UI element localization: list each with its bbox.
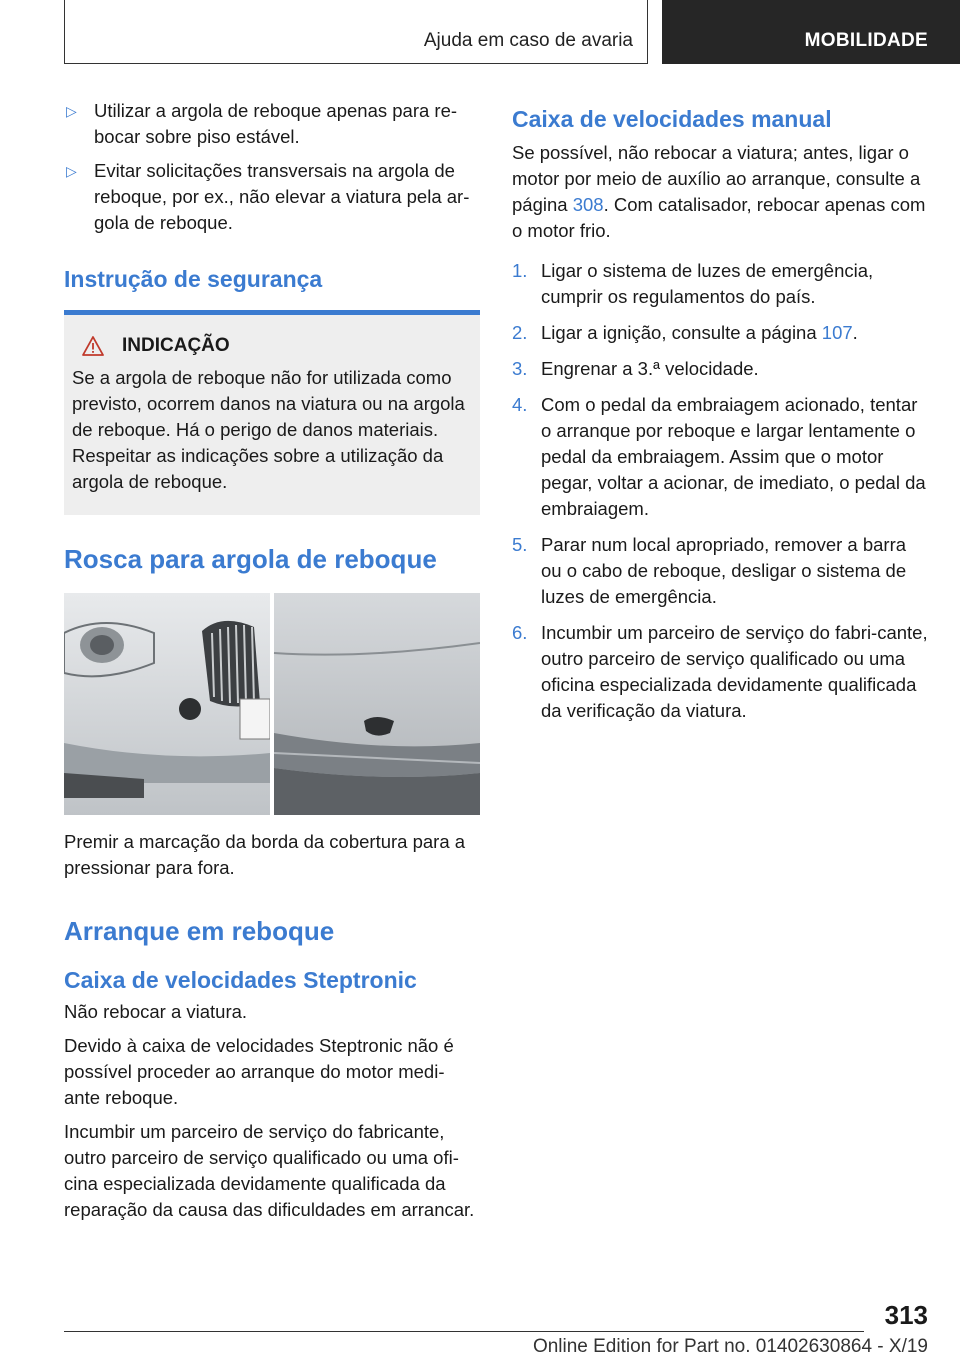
triangle-bullet-icon: ▷ <box>66 103 77 119</box>
step-number: 1. <box>512 260 528 281</box>
right-column <box>512 98 928 734</box>
safety-heading: Instrução de segurança <box>64 266 323 292</box>
step-number: 5. <box>512 534 528 555</box>
step-text-after: . <box>852 322 858 343</box>
page-link[interactable]: 107 <box>821 322 853 343</box>
notice-header <box>82 333 472 359</box>
figure-caption: Premir a marcação da borda da cobertura para a pressionar para fora. <box>64 831 466 878</box>
arranque-heading: Arranque em reboque <box>64 916 335 946</box>
steptronic-heading: Caixa de velocidades Steptronic <box>64 967 417 993</box>
triangle-bullet-icon: ▷ <box>66 163 77 179</box>
list-item <box>512 258 928 310</box>
left-column <box>64 98 480 1231</box>
notice-text: Se a argola de reboque não for utilizada como previsto, ocorrem danos na viatura ou na argola de reboque. Há o perigo de danos materiais. Respeitar as indicações sobre a utilização da argola de reboque. <box>72 367 465 492</box>
step-number: 6. <box>512 622 528 643</box>
list-item <box>512 392 928 522</box>
intro-text: Se possível, não rebocar a viatura; antes, ligar o motor por meio de auxílio ao arranque, consulte a página <box>512 142 921 215</box>
bumper-illustration <box>64 593 480 815</box>
list-item <box>512 320 928 346</box>
step-number: 4. <box>512 394 528 415</box>
chapter-title: MOBILIDADE <box>804 30 928 51</box>
list-item <box>512 532 928 610</box>
bumper-photo <box>64 593 480 815</box>
step-number: 3. <box>512 358 528 379</box>
step-text: Incumbir um parceiro de serviço do fabri-cante, outro parceiro de serviço qualificado ou uma oficina especializada devidamente qualificada da verificação da viatura. <box>541 622 928 721</box>
page-link[interactable]: 308 <box>572 194 604 215</box>
step-text: Ligar o sistema de luzes de emergência, cumprir os regulamentos do país. <box>541 260 874 307</box>
step-text: Com o pedal da embraiagem acionado, tentar o arranque por reboque e largar lentamente o pedal da embraiagem. Assim que o motor pegar, voltar a acionar, de imediato, o pedal da embraiagem. <box>541 394 926 519</box>
paragraph: Não rebocar a viatura. <box>64 1001 248 1022</box>
step-text: Ligar a ignição, consulte a página <box>541 322 822 343</box>
warning-triangle-icon <box>82 336 104 356</box>
notice-box <box>64 315 480 515</box>
page-header <box>64 0 960 66</box>
intro-paragraph <box>512 140 928 244</box>
step-text: Parar num local apropriado, remover a barra ou o cabo de reboque, desligar o sistema de luzes de emergência. <box>541 534 907 607</box>
paragraph: Devido à caixa de velocidades Steptronic não é possível proceder ao arranque do motor medi-ante reboque. <box>64 1035 454 1108</box>
list-item <box>512 620 928 724</box>
chapter-tab <box>662 0 960 64</box>
bullet-list <box>64 98 480 236</box>
list-item <box>64 98 480 150</box>
steps-list <box>512 258 928 724</box>
bullet-text: Evitar solicitações transversais na argola de reboque, por ex., não elevar a viatura pela ar-gola de reboque. <box>94 160 470 233</box>
rosca-heading: Rosca para argola de reboque <box>64 544 437 574</box>
step-text: Engrenar a 3.ª velocidade. <box>541 358 759 379</box>
section-title: Ajuda em caso de avaria <box>423 30 633 51</box>
footer-edition: Online Edition for Part no. 01402630864 - X/19 <box>532 1336 928 1357</box>
step-number: 2. <box>512 322 528 343</box>
list-item <box>64 158 480 236</box>
footer-rule <box>64 1331 864 1332</box>
notice-title: INDICAÇÃO <box>122 335 230 356</box>
bullet-text: Utilizar a argola de reboque apenas para re-bocar sobre piso estável. <box>94 100 458 147</box>
section-tab <box>64 0 648 64</box>
intro-text-after: . Com catalisador, rebocar apenas com o motor frio. <box>512 194 926 241</box>
list-item <box>512 356 928 382</box>
manual-heading: Caixa de velocidades manual <box>512 106 832 132</box>
paragraph: Incumbir um parceiro de serviço do fabricante, outro parceiro de serviço qualificado ou uma ofi-cina especializada devidamente qualificada da reparação da causa das dificuldades em arrancar. <box>64 1121 475 1220</box>
page-number: 313 <box>884 1300 928 1330</box>
